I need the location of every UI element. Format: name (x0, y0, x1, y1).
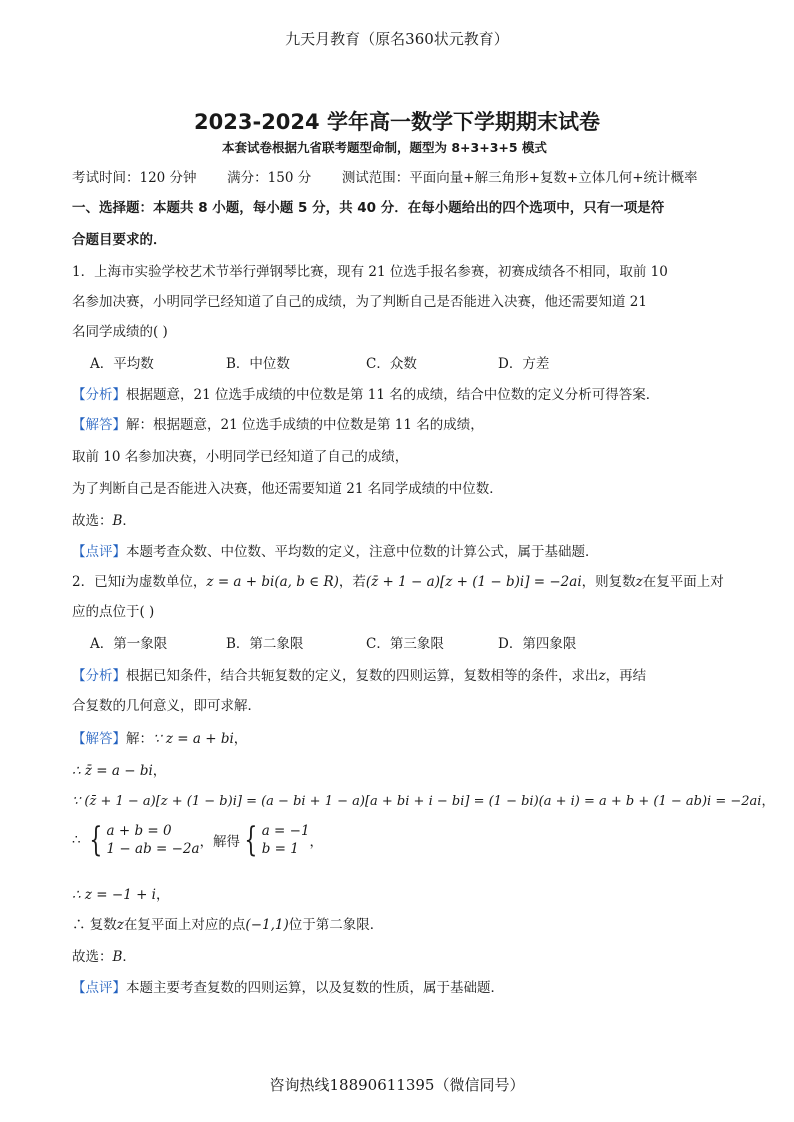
exam-scope: 测试范围：平面向量+解三角形+复数+立体几何+统计概率 (341, 170, 698, 186)
q2-stem-part: 2．已知 (72, 574, 122, 590)
q1-solution-text1: 解：根据题意，21 位选手成绩的中位数是第 11 名的成绩， (126, 417, 484, 433)
q2-solution-line2 (72, 759, 166, 779)
q2-solution-tag: 【解答】 (72, 731, 126, 747)
q2-system2-row1: a = −1 (261, 823, 310, 839)
q2-system-brace-right: { (244, 820, 258, 860)
q2-comment (72, 976, 504, 996)
q2-stem-part: 为虚数单位， (125, 574, 207, 590)
q2-system1-row1: a + b = 0 (106, 823, 172, 839)
q2-stem-var-i: i (121, 574, 126, 590)
q2-option-d[interactable]: D．第四象限 (498, 636, 577, 652)
q2-stem-part: ，若 (338, 574, 366, 590)
q2-option-b[interactable]: B．第二象限 (226, 636, 304, 652)
q1-analysis-text: 根据题意，21 位选手成绩的中位数是第 11 名的成绩，结合中位数的定义分析可得答案． (126, 387, 660, 403)
q1-solution-line3: 为了判断自己是否能进入决赛，他还需要知道 21 名同学成绩的中位数． (72, 481, 503, 497)
q2-solution-eq5: ∴ z = −1 + i (72, 887, 156, 903)
q2-stem-part: 在复平面上对 (642, 574, 724, 590)
q2-solution-punct: ， (233, 731, 248, 747)
q2-solution-point: (−1,1) (245, 917, 289, 933)
q1-option-b[interactable]: B．中位数 (226, 356, 290, 372)
q2-solution-text: 解： (126, 731, 153, 747)
q2-system-brace-left: { (89, 820, 103, 860)
q2-system-mid: ，解得 (199, 834, 241, 850)
q2-comment-text: 本题主要考查复数的四则运算，以及复数的性质，属于基础题． (126, 980, 504, 996)
q2-solution-line6 (72, 913, 383, 933)
exam-title: 2023-2024 学年高一数学下学期期末试卷 (194, 110, 600, 134)
page-footer: 咨询热线18890611395（微信同号） (269, 1076, 525, 1094)
q2-system2-row2: b = 1 (261, 841, 299, 857)
q2-analysis-line2: 合复数的几何意义，即可求解． (72, 698, 261, 714)
q1-stem-line1: 1．上海市实验学校艺术节举行弹钢琴比赛，现有 21 位选手报名参赛，初赛成绩各不相同，取前 10 (72, 264, 668, 280)
exam-time: 考试时间：120 分钟 (72, 170, 197, 186)
q2-solution-var-z: z (116, 917, 124, 933)
q2-option-c[interactable]: C．第三象限 (366, 636, 444, 652)
q2-solution-text: ∴ 复数 (72, 917, 117, 933)
q2-system-end: ， (309, 834, 324, 850)
q1-comment-text: 本题考查众数、中位数、平均数的定义，注意中位数的计算公式，属于基础题． (126, 544, 599, 560)
q2-analysis-text: ，再结 (605, 668, 647, 684)
q2-solution-line1 (72, 727, 247, 747)
q1-comment-tag: 【点评】 (72, 544, 126, 560)
page-header: 九天月教育（原名360状元教育） (285, 30, 509, 48)
q1-comment (72, 540, 599, 560)
exam-subtitle: 本套试卷根据九省联考题型命制，题型为 8+3+3+5 模式 (222, 140, 547, 155)
q2-stem-part: ，则复数 (581, 574, 636, 590)
q2-solution-eq2: ∴ z̄ = a − bi (72, 763, 153, 779)
q2-option-a[interactable]: A．第一象限 (90, 636, 168, 652)
q2-solution-punct: ， (156, 887, 170, 903)
q2-solution-line5 (72, 883, 170, 903)
q2-system2 (262, 822, 310, 858)
q2-answer-end: ． (122, 949, 136, 965)
q1-stem-line3: 名同学成绩的( ) (72, 324, 168, 340)
q2-solution-text: 位于第二象限． (288, 917, 384, 933)
q2-system1-row2: 1 − ab = −2a (106, 841, 200, 857)
q1-solution-line2: 取前 10 名参加决赛，小明同学已经知道了自己的成绩， (72, 449, 409, 465)
q1-solution-tag: 【解答】 (72, 417, 126, 433)
q1-option-d[interactable]: D．方差 (498, 356, 550, 372)
q2-system-therefore: ∴ (72, 832, 81, 848)
q2-comment-tag: 【点评】 (72, 980, 126, 996)
q1-answer-value: B (112, 513, 123, 529)
q2-solution-system (72, 822, 323, 858)
section1-heading-line1: 一、选择题：本题共 8 小题，每小题 5 分，共 40 分．在每小题给出的四个选项中，只有一项是符 (72, 200, 665, 216)
section1-heading-line2: 合题目要求的． (72, 232, 167, 248)
q2-answer (72, 945, 136, 965)
q2-analysis-text: 根据已知条件，结合共轭复数的定义，复数的四则运算，复数相等的条件，求出 (126, 668, 599, 684)
q1-analysis-tag: 【分析】 (72, 387, 126, 403)
q2-analysis-var-z: z (598, 668, 606, 684)
q2-stem-var-z: z (635, 574, 643, 590)
exam-meta (72, 166, 698, 186)
q2-solution-eq1: ∵ z = a + bi (153, 731, 234, 747)
q2-stem-eq1: z = a + bi(a, b ∈ R) (206, 574, 339, 590)
q2-system1 (107, 822, 200, 858)
q2-solution-text: 在复平面上对应的点 (123, 917, 246, 933)
q2-stem-eq2: (z̄ + 1 − a)[z + (1 − b)i] = −2ai (365, 574, 582, 590)
q1-option-c[interactable]: C．众数 (366, 356, 417, 372)
q1-stem-line2: 名参加决赛，小明同学已经知道了自己的成绩，为了判断自己是否能进入决赛，他还需要知道 21 (72, 294, 647, 310)
q1-analysis (72, 383, 659, 403)
q1-solution-line1 (72, 413, 484, 433)
q1-answer-label: 故选： (72, 513, 113, 529)
q1-option-a[interactable]: A．平均数 (90, 356, 154, 372)
q2-solution-punct: ， (152, 763, 167, 779)
q1-answer (72, 509, 136, 529)
q2-analysis-line1 (72, 664, 646, 684)
q2-solution-line3 (72, 790, 774, 809)
q2-solution-eq3: ∵ (z̄ + 1 − a)[z + (1 − b)i] = (a − bi + 1 − a)[a + bi + i − bi] = (1 − bi)(a + i) = a + b + (1 − ab)i = −2ai (72, 794, 762, 809)
exam-score: 满分：150 分 (227, 170, 312, 186)
q2-answer-value: B (112, 949, 123, 965)
q2-analysis-tag: 【分析】 (72, 668, 126, 684)
q2-answer-label: 故选： (72, 949, 113, 965)
q2-solution-punct: ， (761, 794, 775, 809)
q2-stem-line1 (72, 570, 724, 590)
q2-stem-line2: 应的点位于( ) (72, 604, 155, 620)
q1-answer-end: ． (122, 513, 136, 529)
